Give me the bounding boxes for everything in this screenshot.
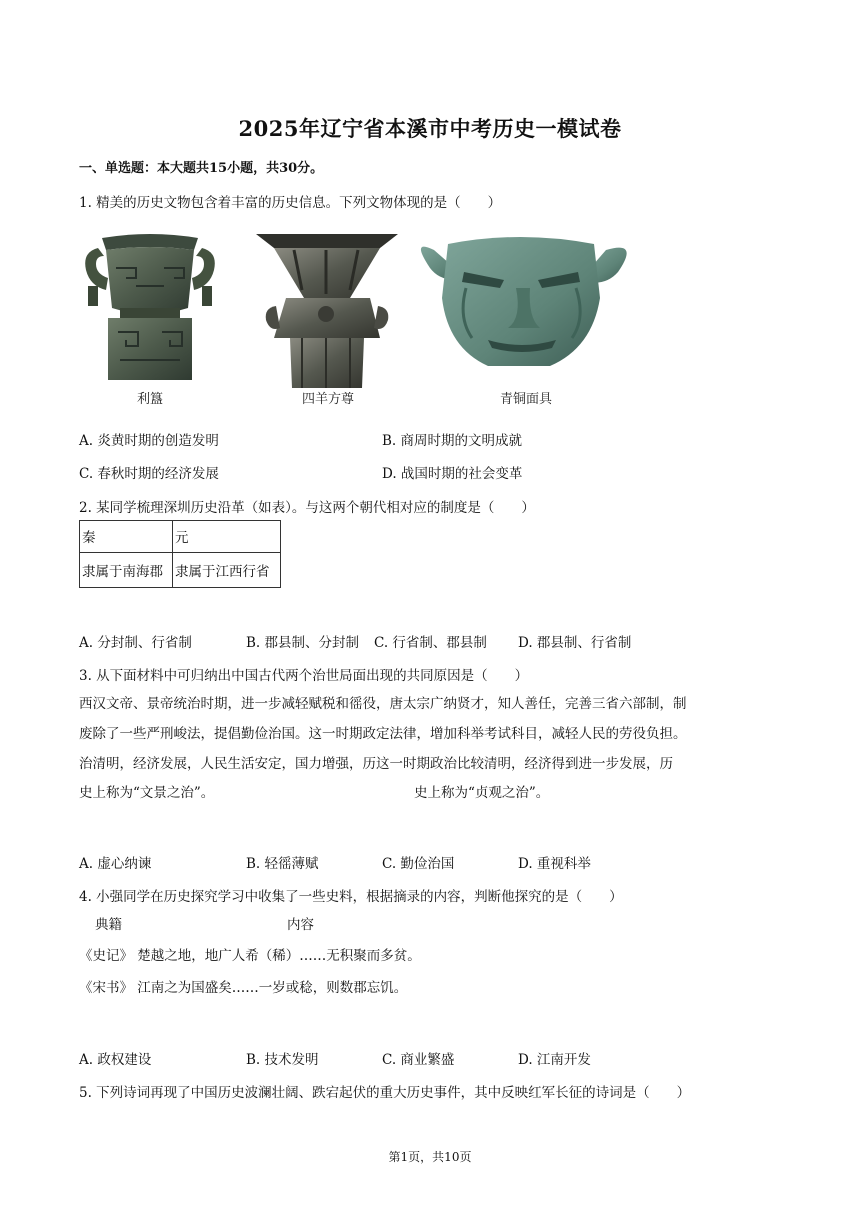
q4-option-d[interactable]: D. 江南开发 — [518, 1052, 591, 1068]
q1-stem: 1. 精美的历史文物包含着丰富的历史信息。下列文物体现的是（ ） — [79, 195, 502, 211]
caption-four-goat-zun: 四羊方尊 — [301, 392, 355, 407]
q3-material-end-left: 史上称为“文景之治”。 — [79, 785, 215, 801]
q1-artifact-figure — [80, 228, 670, 410]
q3-material-line-1: 西汉文帝、景帝统治时期，进一步减轻赋税和徭役，唐太宗广纳贤才，知人善任，完善三省六部制，制 — [79, 696, 687, 712]
ligui-artifact-image — [85, 234, 215, 380]
q1-option-d[interactable]: D. 战国时期的社会变革 — [382, 466, 523, 482]
q3-option-d[interactable]: D. 重视科举 — [518, 856, 591, 872]
q3-material-line-2: 废除了一些严刑峻法，提倡勤俭治国。这一时期政定法律，增加科举考试科目，减轻人民的劳役负担。 — [79, 726, 687, 742]
q2-option-b[interactable]: B. 郡县制、分封制 — [246, 635, 360, 651]
table-cell: 秦 — [80, 521, 173, 553]
q2-history-table — [79, 520, 281, 588]
page-footer: 第1页，共10页 — [388, 1150, 472, 1164]
table-row — [80, 521, 281, 553]
bronze-mask-image — [421, 237, 627, 366]
q3-material-end-right: 史上称为“贞观之治”。 — [414, 785, 550, 801]
q3-option-c[interactable]: C. 勤俭治国 — [382, 856, 455, 872]
table-cell: 隶属于南海郡 — [80, 553, 173, 588]
q1-option-a[interactable]: A. 炎黄时期的创造发明 — [79, 433, 219, 449]
caption-ligui: 利簋 — [136, 392, 164, 407]
q3-option-a[interactable]: A. 虚心纳谏 — [79, 856, 152, 872]
q2-option-c[interactable]: C. 行省制、郡县制 — [374, 635, 487, 651]
caption-bronze-mask: 青铜面具 — [499, 392, 553, 407]
page-title: 2025年辽宁省本溪市中考历史一模试卷 — [238, 116, 622, 141]
table-cell: 元 — [173, 521, 281, 553]
q3-material-line-3: 治清明，经济发展，人民生活安定，国力增强，历这一时期政治比较清明，经济得到进一步发展，历 — [79, 756, 673, 772]
q4-option-b[interactable]: B. 技术发明 — [246, 1052, 319, 1068]
q2-stem: 2. 某同学梳理深圳历史沿革（如表）。与这两个朝代相对应的制度是（ ） — [79, 500, 535, 516]
q1-option-b[interactable]: B. 商周时期的文明成就 — [382, 433, 523, 449]
section-heading: 一、单选题：本大题共15小题，共30分。 — [79, 161, 324, 176]
q3-stem: 3. 从下面材料中可归纳出中国古代两个治世局面出现的共同原因是（ ） — [79, 668, 529, 684]
q4-source-row-1: 《史记》 楚越之地，地广人希（稀）……无积聚而多贫。 — [79, 948, 421, 964]
four-goat-square-zun-image — [256, 234, 398, 388]
q4-stem: 4. 小强同学在历史探究学习中收集了一些史料，根据摘录的内容，判断他探究的是（ ） — [79, 889, 623, 905]
q4-option-c[interactable]: C. 商业繁盛 — [382, 1052, 455, 1068]
q1-option-c[interactable]: C. 春秋时期的经济发展 — [79, 466, 219, 482]
q2-option-a[interactable]: A. 分封制、行省制 — [79, 635, 192, 651]
q4-header-books: 典籍 — [95, 917, 122, 933]
q4-header-content: 内容 — [287, 917, 314, 933]
table-row — [80, 553, 281, 588]
q4-option-a[interactable]: A. 政权建设 — [79, 1052, 152, 1068]
table-cell: 隶属于江西行省 — [173, 553, 281, 588]
q3-option-b[interactable]: B. 轻徭薄赋 — [246, 856, 319, 872]
q4-source-row-2: 《宋书》 江南之为国盛矣……一岁或稔，则数郡忘饥。 — [79, 980, 408, 996]
q5-stem: 5. 下列诗词再现了中国历史波澜壮阔、跌宕起伏的重大历史事件，其中反映红军长征的诗词是（ ） — [79, 1085, 691, 1101]
q2-option-d[interactable]: D. 郡县制、行省制 — [518, 635, 632, 651]
